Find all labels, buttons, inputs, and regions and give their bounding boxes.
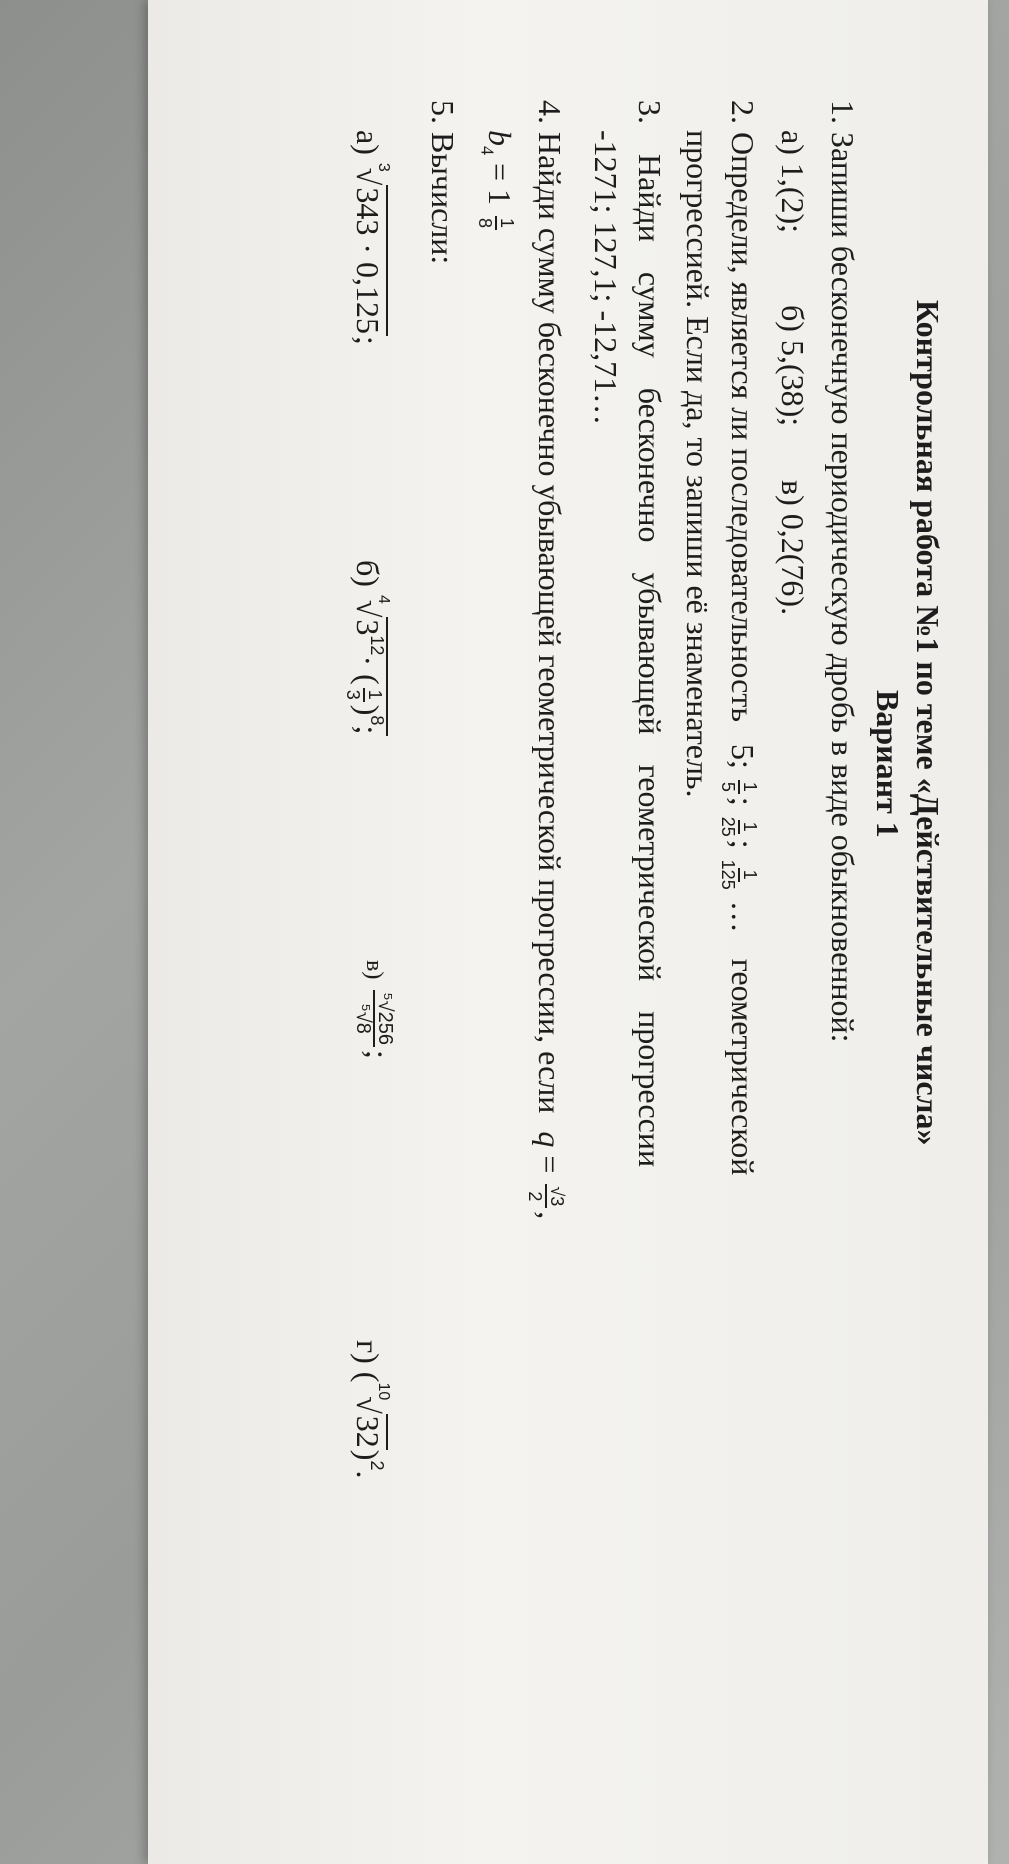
task-4-term bbox=[468, 130, 520, 233]
task-2-end: геометрической bbox=[725, 958, 761, 1176]
equals-sign: = bbox=[532, 1155, 568, 1174]
radical-sign: √ bbox=[350, 1396, 386, 1414]
radical-sign: √ bbox=[350, 167, 386, 186]
task-1-text: 1. Запиши бесконечную периодическую дробь в виде обыкновенной: bbox=[825, 100, 861, 1043]
tenth-root-index: 10 bbox=[375, 1382, 392, 1401]
term-fraction: 1 8 bbox=[475, 218, 518, 229]
task-5-option-a: а) $^3$√343 · 0,125; bbox=[350, 130, 392, 345]
fourth-root-index: 4 bbox=[375, 594, 392, 604]
worksheet-title: Контрольная работа №1 по теме «Действительные числа» bbox=[910, 300, 946, 1146]
task-2-line-2: прогрессией. Если да, то запиши её знаменатель. bbox=[680, 130, 716, 798]
task-5-text: 5. Вычисли: bbox=[425, 100, 461, 265]
cube-root-index: 3 bbox=[375, 162, 392, 172]
variant-label: Вариант 1 bbox=[870, 690, 906, 838]
sequence-term-4: 1 125 bbox=[718, 859, 761, 890]
term-index: 4 bbox=[477, 146, 498, 155]
option-b-label: б) bbox=[350, 560, 386, 587]
option-a-label: а) bbox=[350, 130, 386, 155]
task-5-option-g: г) $(^{10}√32)^2$. bbox=[350, 1340, 392, 1479]
worksheet-page bbox=[148, 0, 988, 1864]
term-symbol: b bbox=[482, 130, 518, 146]
option-g-label: г) ( bbox=[350, 1340, 386, 1383]
radicand-a: 343 · 0,125 bbox=[350, 187, 386, 334]
ratio-value: √3 2 bbox=[525, 1186, 568, 1207]
task-4-line-1: 4. Найди сумму бесконечно убывающей геометрической прогрессии, если q = √3 2 , bbox=[525, 100, 568, 1220]
outer-exponent: 2 bbox=[367, 1460, 387, 1471]
sequence-first-term: 5; bbox=[725, 743, 761, 769]
sequence-term-2: 1 5 bbox=[718, 781, 761, 792]
term-equals: = 1 bbox=[482, 163, 518, 206]
task-2-line-1: 2. Определи, является ли последовательность 5; 1 5 ; 1 25 ; 1 125 … геометрической bbox=[718, 100, 761, 1176]
task-1-option-v: в) 0,2(76). bbox=[775, 480, 811, 616]
task-1-option-b: б) 5,(38); bbox=[775, 305, 811, 427]
option-v-label: в) bbox=[361, 960, 387, 980]
radical-fraction: ⁵√256 ⁵√8 bbox=[352, 992, 397, 1045]
sequence-ellipsis: … bbox=[725, 900, 761, 933]
task-1-option-a: а) 1,(2); bbox=[775, 130, 811, 234]
task-3-line-1: 3. Найди сумму бесконечно убывающей геометрической прогрессии bbox=[632, 100, 668, 1168]
task-2-intro: 2. Определи, является ли последовательность bbox=[725, 100, 761, 722]
sequence-term-3: 1 25 bbox=[718, 816, 761, 837]
ratio-symbol: q bbox=[532, 1131, 568, 1148]
task-5-option-b bbox=[343, 560, 403, 736]
task-3-sequence: -1271; 127,1; -12,71… bbox=[588, 130, 624, 426]
radicand-g: 32 bbox=[350, 1415, 386, 1448]
radicand-b: $3^{12}\cdot$ ( 1 3 )$^8$; bbox=[343, 619, 387, 735]
radical-sign: √ bbox=[350, 599, 386, 618]
task-4-text: 4. Найди сумму бесконечно убывающей геометрической прогрессии, если bbox=[532, 100, 568, 1114]
task-5-option-v: в) ⁵√256 ⁵√8 ; bbox=[352, 960, 397, 1059]
